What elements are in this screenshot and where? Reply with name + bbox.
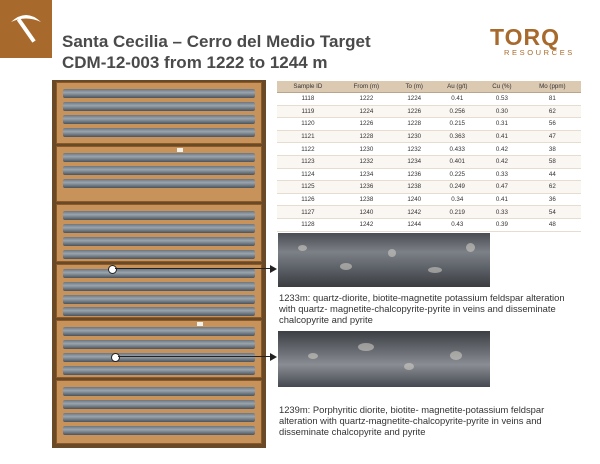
table-cell: 56	[524, 118, 581, 131]
core-closeup-1233m	[278, 233, 490, 287]
core-box	[56, 82, 262, 144]
corner-badge	[0, 0, 52, 58]
table-row	[277, 143, 581, 156]
mineral-speck	[404, 363, 414, 370]
core-row	[63, 426, 255, 435]
core-row	[63, 353, 255, 362]
table-cell: 1232	[339, 155, 394, 168]
table-row	[277, 130, 581, 143]
core-row	[63, 89, 255, 98]
caption-1239m: 1239m: Porphyritic diorite, biotite- magnetite-potassium feldspar alteration with quartz-magnetite-chalcopyrite-pyrite in veins and disseminate chalcopyrite and pyrite	[279, 404, 545, 437]
pointer-line	[115, 268, 271, 269]
table-cell: 81	[524, 93, 581, 106]
mineral-speck	[340, 263, 352, 270]
table-cell: 1127	[277, 206, 339, 219]
table-cell: 0.41	[480, 193, 524, 206]
table-cell: 0.30	[480, 105, 524, 118]
core-row	[63, 413, 255, 422]
mineral-speck	[308, 353, 318, 359]
page-title: Santa Cecilia – Cerro del Medio Target	[62, 32, 371, 51]
mineral-speck	[388, 249, 396, 257]
core-closeup-1239m	[278, 331, 490, 387]
table-cell: 1230	[394, 130, 434, 143]
column-header: Sample ID	[277, 81, 339, 93]
core-row	[63, 295, 255, 304]
table-cell: 1228	[339, 130, 394, 143]
table-cell: 1118	[277, 93, 339, 106]
pointer-line	[118, 356, 271, 357]
core-row	[63, 250, 255, 259]
table-cell: 0.219	[434, 206, 480, 219]
table-cell: 1242	[394, 206, 434, 219]
table-cell: 0.249	[434, 181, 480, 194]
table-cell: 0.256	[434, 105, 480, 118]
assay-table	[277, 81, 581, 232]
table-cell: 1120	[277, 118, 339, 131]
table-cell: 1121	[277, 130, 339, 143]
column-header: From (m)	[339, 81, 394, 93]
table-cell: 0.42	[480, 143, 524, 156]
table-row	[277, 155, 581, 168]
table-cell: 1226	[394, 105, 434, 118]
core-row	[63, 153, 255, 162]
logo-subtext: RESOURCES	[504, 48, 575, 57]
table-cell: 1124	[277, 168, 339, 181]
core-row	[63, 269, 255, 278]
table-row	[277, 181, 581, 194]
core-row	[63, 166, 255, 175]
core-box	[56, 320, 262, 378]
table-row	[277, 193, 581, 206]
table-cell: 0.53	[480, 93, 524, 106]
core-row	[63, 179, 255, 188]
table-cell: 1238	[394, 181, 434, 194]
table-cell: 0.34	[434, 193, 480, 206]
table-row	[277, 168, 581, 181]
column-header: Au (g/t)	[434, 81, 480, 93]
core-row	[63, 102, 255, 111]
mineral-speck	[358, 343, 374, 351]
table-cell: 1236	[394, 168, 434, 181]
table-cell: 1119	[277, 105, 339, 118]
core-row	[63, 128, 255, 137]
table-cell: 0.33	[480, 168, 524, 181]
table-row	[277, 93, 581, 106]
core-row	[63, 115, 255, 124]
core-row	[63, 327, 255, 336]
table-cell: 0.225	[434, 168, 480, 181]
table-cell: 1230	[339, 143, 394, 156]
table-row	[277, 206, 581, 219]
core-row	[63, 340, 255, 349]
depth-tag	[177, 148, 183, 152]
table-cell: 58	[524, 155, 581, 168]
table-cell: 1222	[339, 93, 394, 106]
pointer-arrowhead	[270, 353, 277, 361]
table-cell: 0.43	[434, 218, 480, 231]
core-row	[63, 307, 255, 316]
table-row	[277, 218, 581, 231]
core-row	[63, 387, 255, 396]
mineral-speck	[428, 267, 442, 273]
table-cell: 62	[524, 105, 581, 118]
table-cell: 0.41	[480, 130, 524, 143]
pickaxe-icon	[8, 10, 44, 46]
caption-1233m: 1233m: quartz-diorite, biotite-magnetite potassium feldspar alteration with quartz- magnetite-chalcopyrite-pyrite in veins and disseminate chalcopyrite and pyrite	[279, 292, 565, 325]
table-cell: 0.47	[480, 181, 524, 194]
table-cell: 47	[524, 130, 581, 143]
table-cell: 0.363	[434, 130, 480, 143]
table-cell: 0.31	[480, 118, 524, 131]
core-box-photo	[52, 80, 266, 448]
table-cell: 1238	[339, 193, 394, 206]
depth-tag	[197, 322, 203, 326]
mineral-speck	[450, 351, 462, 360]
table-cell: 1242	[339, 218, 394, 231]
column-header: Mo (ppm)	[524, 81, 581, 93]
table-cell: 0.33	[480, 206, 524, 219]
pointer-arrowhead	[270, 265, 277, 273]
table-row	[277, 118, 581, 131]
sample-marker-1239	[111, 353, 120, 362]
core-row	[63, 282, 255, 291]
core-row	[63, 400, 255, 409]
mineral-speck	[298, 245, 307, 251]
table-cell: 0.401	[434, 155, 480, 168]
table-cell: 1240	[339, 206, 394, 219]
table-cell: 0.39	[480, 218, 524, 231]
table-cell: 1122	[277, 143, 339, 156]
table-cell: 0.433	[434, 143, 480, 156]
table-cell: 62	[524, 181, 581, 194]
table-cell: 1224	[394, 93, 434, 106]
table-cell: 0.42	[480, 155, 524, 168]
torq-logo	[482, 24, 578, 64]
mineral-speck	[466, 243, 475, 252]
table-cell: 0.41	[434, 93, 480, 106]
table-row	[277, 105, 581, 118]
column-header: Cu (%)	[480, 81, 524, 93]
logo-word: TORQ	[490, 24, 561, 50]
table-cell: 1125	[277, 181, 339, 194]
table-header-row	[277, 81, 581, 93]
column-header: To (m)	[394, 81, 434, 93]
table-cell: 1126	[277, 193, 339, 206]
table-cell: 44	[524, 168, 581, 181]
table-cell: 1123	[277, 155, 339, 168]
table-cell: 38	[524, 143, 581, 156]
core-row	[63, 211, 255, 220]
table-cell: 1234	[339, 168, 394, 181]
core-box	[56, 204, 262, 262]
table-cell: 1226	[339, 118, 394, 131]
core-row	[63, 224, 255, 233]
core-box	[56, 380, 262, 444]
table-cell: 1234	[394, 155, 434, 168]
table-cell: 0.215	[434, 118, 480, 131]
table-cell: 1244	[394, 218, 434, 231]
core-box	[56, 264, 262, 318]
table-cell: 48	[524, 218, 581, 231]
table-cell: 1128	[277, 218, 339, 231]
table-cell: 1232	[394, 143, 434, 156]
table-cell: 1240	[394, 193, 434, 206]
sample-marker-1233	[108, 265, 117, 274]
table-cell: 1236	[339, 181, 394, 194]
core-box	[56, 146, 262, 202]
core-row	[63, 366, 255, 375]
table-cell: 1228	[394, 118, 434, 131]
table-cell: 1224	[339, 105, 394, 118]
table-cell: 54	[524, 206, 581, 219]
core-row	[63, 237, 255, 246]
table-cell: 36	[524, 193, 581, 206]
page-subtitle: CDM-12-003 from 1222 to 1244 m	[62, 53, 328, 72]
